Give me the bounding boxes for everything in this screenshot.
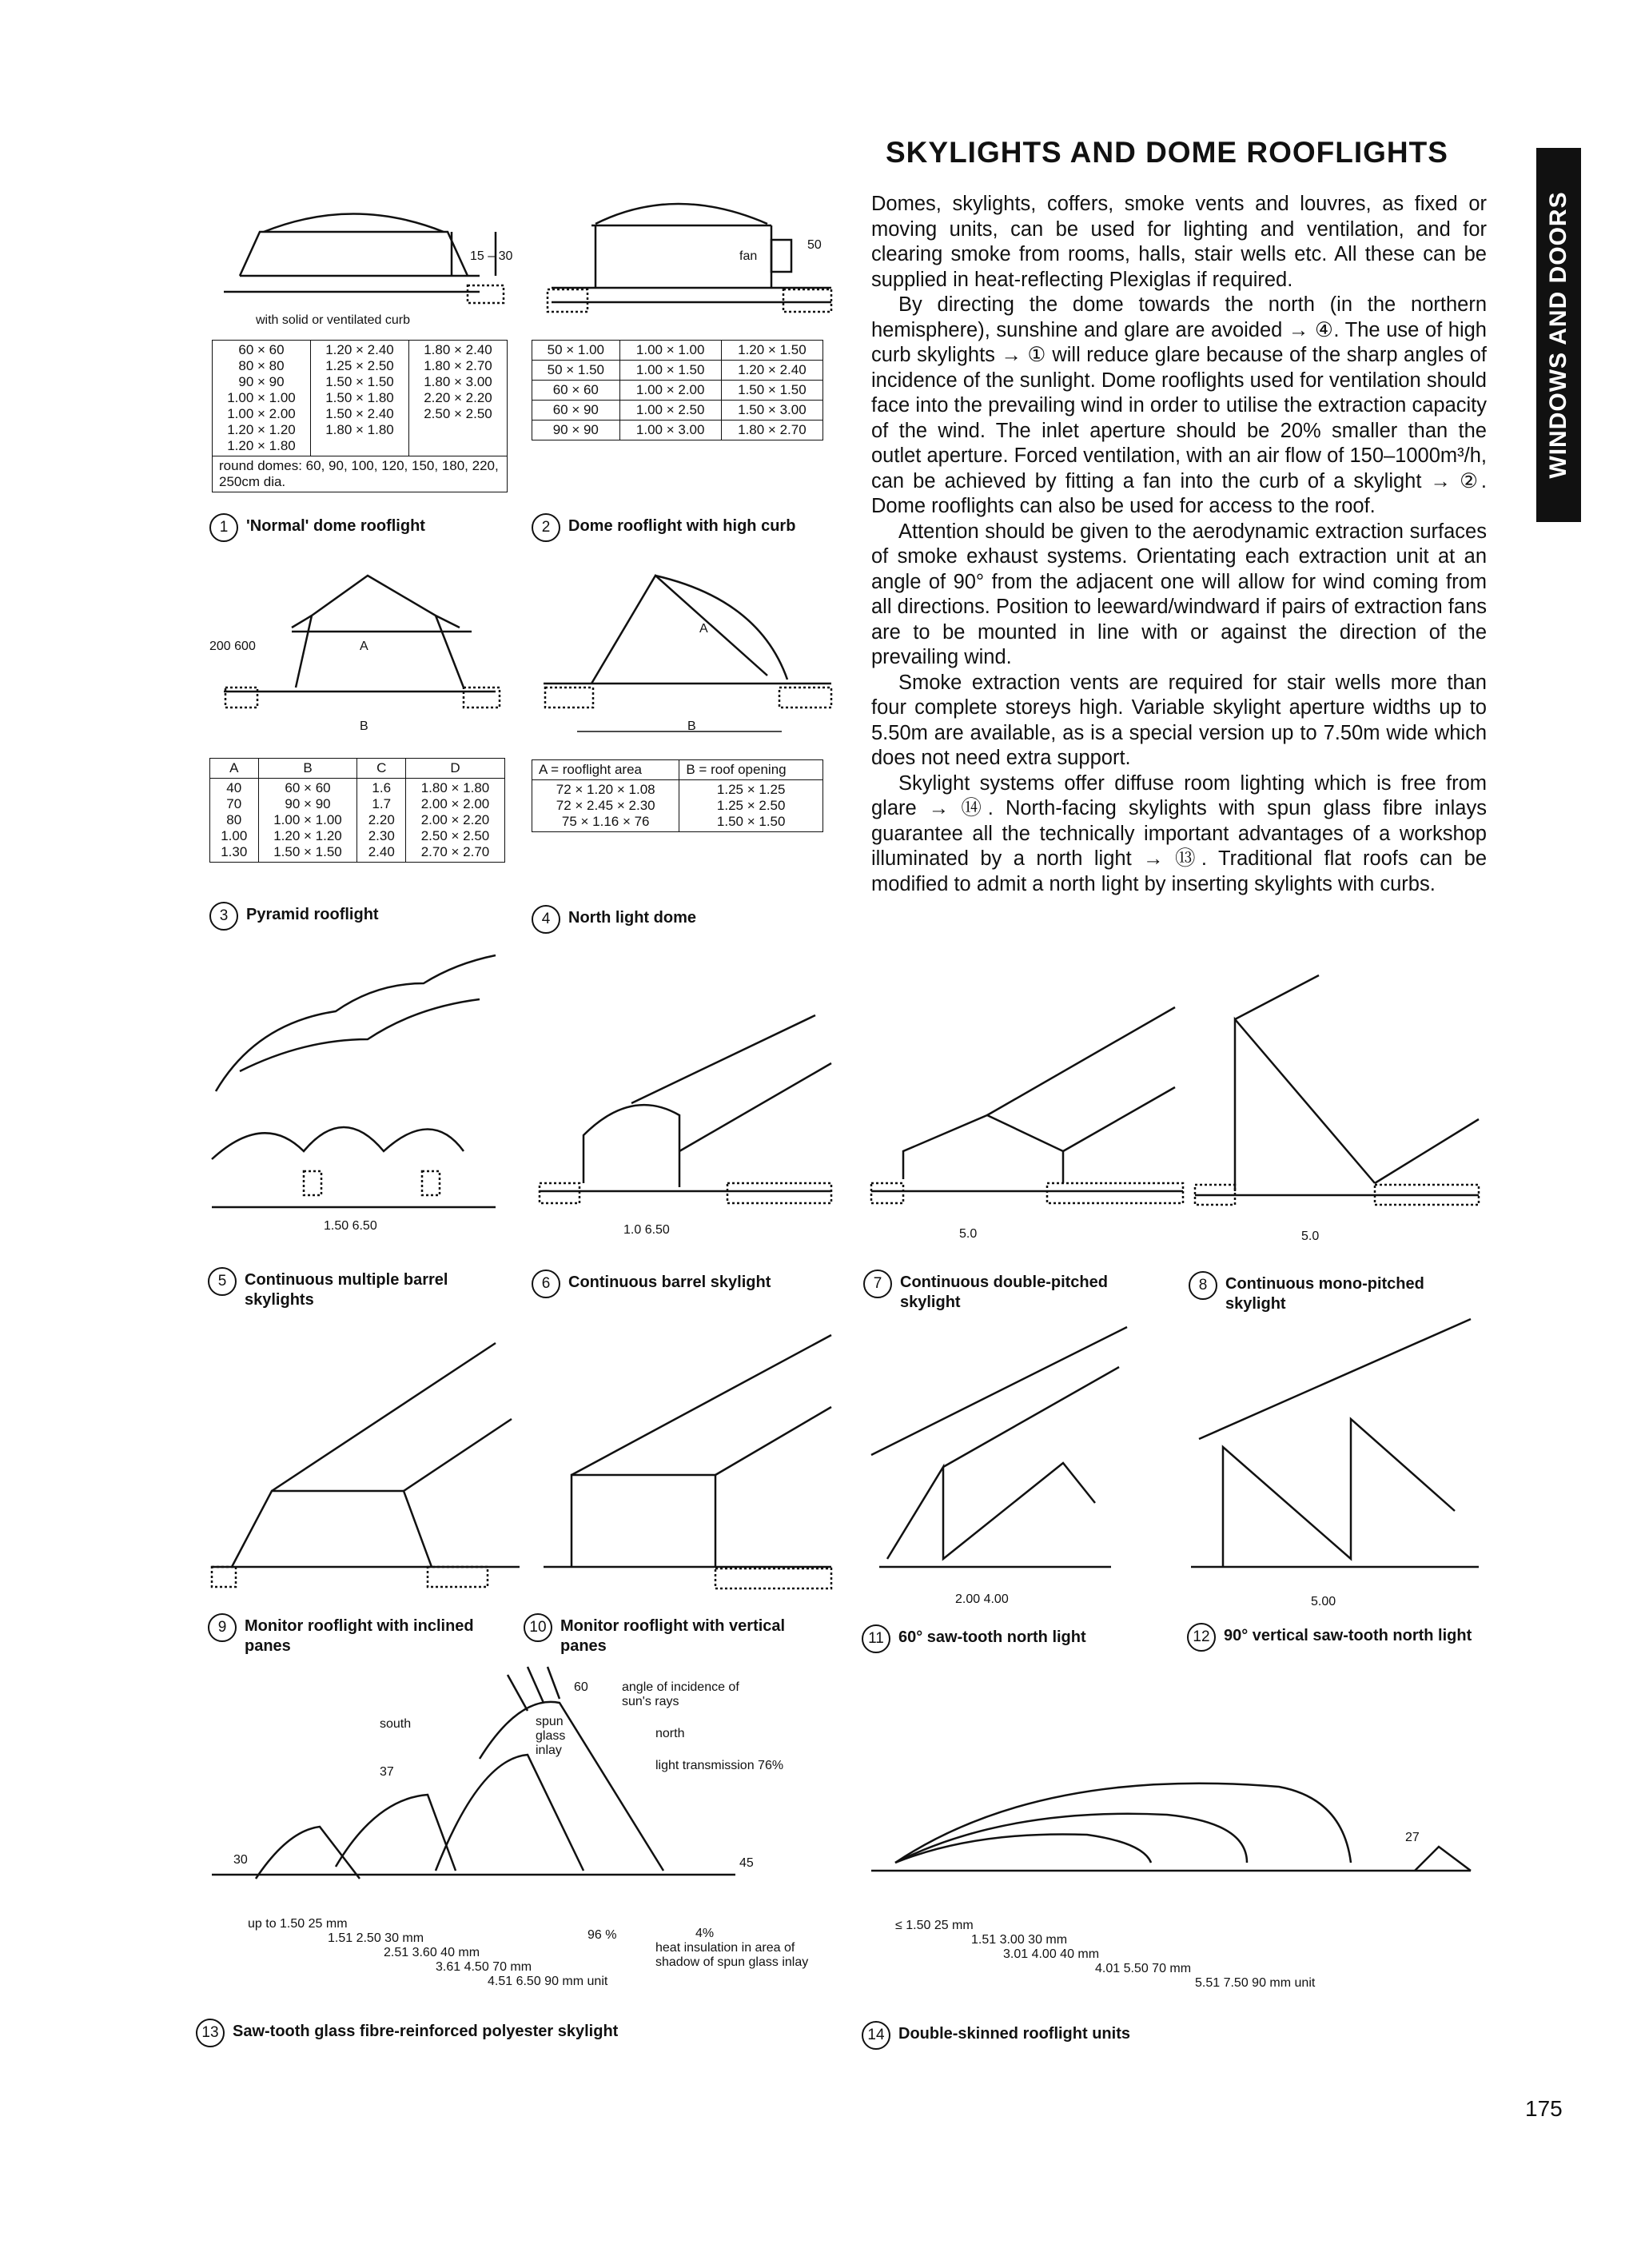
fig4-label-a: A xyxy=(699,622,708,636)
fig8-caption: 8 Continuous mono-pitched skylight xyxy=(1189,1271,1476,1314)
paragraph: By directing the dome towards the north (in the northern hemisphere), sunshine and glare are avoided → ④. The use of high curb skylights → ① will reduce glare because of the sharp angles of incidence of the sunlight. Dome rooflights used for ventilation should face into the prevailing wind in order to utilise the extraction capacity of the wind. The inlet aperture should be 20% smaller than the outlet aperture. Forced ventilation, with an air flow of 150–1000m³/h, can be achieved by fitting a fan into the curb of a skylight → ②. Dome rooflights can also be used for access to the roof. xyxy=(871,293,1487,517)
fig3-dims: 200 600 xyxy=(209,640,256,653)
fig13-pct96: 96 % xyxy=(587,1928,617,1942)
fig13-pct4: 4% xyxy=(695,1927,715,1940)
paragraph: Attention should be given to the aerodynamic extraction surfaces of smoke exhaust systems. Orientating each extraction unit at an angle of 90° from the adjacent one will allow for wind coming from all directions. Position to leeward/windward if pairs of extraction fans are to be mounted in line with or against the direction of the prevailing wind. xyxy=(871,520,1487,668)
fig13-a30: 30 xyxy=(233,1853,248,1867)
fig6-caption: 6 Continuous barrel skylight xyxy=(532,1270,819,1298)
fig13-north: north xyxy=(655,1727,685,1740)
fig13-caption: 13 Saw-tooth glass fibre-reinforced polyester skylight xyxy=(196,2019,618,2047)
paragraph: Domes, skylights, coffers, smoke vents and louvres, as fixed or moving units, can be used for lighting and ventilation, and for clearing smoke from rooms, halls, stair wells etc. All these can be supplied in heat-reflecting Plexiglas if required. xyxy=(871,193,1487,291)
fig13-heat: heat insulation in area of shadow of spun glass inlay xyxy=(655,1941,809,1969)
fig12-dim: 5.00 xyxy=(1311,1595,1336,1608)
fig11-drawing xyxy=(871,1327,1127,1567)
fig2-dim: 50 xyxy=(807,238,822,252)
fig2-caption: 2 Dome rooflight with high curb xyxy=(532,513,819,542)
fig13-angle60: 60 xyxy=(574,1680,588,1694)
fig1-caption: 1 'Normal' dome rooflight xyxy=(209,513,425,542)
fig3-label-a: A xyxy=(360,640,368,653)
fig1-dim: 15 – 30 xyxy=(470,249,513,263)
page-number: 175 xyxy=(1525,2096,1563,2121)
paragraph: Smoke extraction vents are required for stair wells more than four complete storeys high. Variable skylight aperture widths up to 5.50m are available, as is a special version up to 7.50m wide which does not need extra support. xyxy=(871,671,1487,769)
fig1-footer: round domes: 60, 90, 100, 120, 150, 180, 220, 250cm dia. xyxy=(213,456,508,492)
fig1-drawing xyxy=(224,214,504,304)
section-tab-label: WINDOWS AND DOORS xyxy=(1545,191,1571,479)
fig8-dim: 5.0 xyxy=(1301,1230,1320,1243)
fig2-drawing xyxy=(548,204,831,312)
fig11-caption: 11 60° saw-tooth north light xyxy=(862,1624,1165,1653)
fig12-caption: 12 90° vertical saw-tooth north light xyxy=(1187,1623,1491,1652)
fig3-label-b: B xyxy=(360,719,368,733)
fig9-caption: 9 Monitor rooflight with inclined panes xyxy=(208,1613,504,1656)
page-title: SKYLIGHTS AND DOME ROOFLIGHTS xyxy=(886,136,1448,169)
fig7-caption: 7 Continuous double-pitched skylight xyxy=(863,1270,1151,1313)
fig8-drawing xyxy=(1195,975,1479,1205)
fig13-spun: spun glass inlay xyxy=(536,1715,566,1757)
fig1-table: 60 × 60 80 × 80 90 × 90 1.00 × 1.00 1.00 × 2.00 1.20 × 1.20 1.20 × 1.80 1.20 × 2.40 1.25 × 2.50 1.50 × 1.50 1.50 × 1.80 1.50 × 2.40 1.80 × 1.80 1.80 × 2.40 1.80 × 2.70 1.80 × 3.00 2.20 × 2.20 2.50 × 2.50 round domes: 60, 90, 100, 120, 150, 180, 220, 250cm dia. xyxy=(212,340,508,492)
fig10-caption: 10 Monitor rooflight with vertical panes xyxy=(524,1613,827,1656)
fig12-drawing xyxy=(1191,1319,1479,1567)
fig5-drawing xyxy=(212,955,496,1207)
fig13-dims: up to 1.50 25 mm 1.51 2.50 30 mm 2.51 3.60 40 mm 3.61 4.50 70 mm 4.51 6.50 90 mm unit xyxy=(248,1917,608,1988)
fig14-dims: ≤ 1.50 25 mm 1.51 3.00 30 mm 3.01 4.00 40 mm 4.01 5.50 70 mm 5.51 7.50 90 mm unit xyxy=(895,1919,1316,1990)
fig6-dim: 1.0 6.50 xyxy=(623,1223,670,1237)
fig2-fan-label: fan xyxy=(739,249,758,263)
fig14-a27: 27 xyxy=(1405,1831,1420,1844)
fig7-drawing xyxy=(871,1007,1183,1203)
fig4-caption: 4 North light dome xyxy=(532,905,696,934)
fig13-a45: 45 xyxy=(739,1856,754,1870)
fig9-drawing xyxy=(212,1343,520,1587)
fig13-south: south xyxy=(380,1717,412,1731)
fig11-dim: 2.00 4.00 xyxy=(955,1592,1009,1606)
fig13-angle-note: angle of incidence of sun's rays xyxy=(622,1680,739,1708)
fig7-dim: 5.0 xyxy=(959,1227,978,1241)
fig4-drawing xyxy=(544,576,831,731)
fig5-caption: 5 Continuous multiple barrel skylights xyxy=(208,1267,496,1310)
paragraph: Skylight systems offer diffuse room lighting which is free from glare → ⑭. North-facing skylights with spun glass fibre inlays guarantee all the technically important advantages of a workshop illuminated by a north light → ⑬. Traditional flat roofs can be modified to admit a north light by inserting skylights with curbs. xyxy=(871,771,1487,895)
fig10-drawing xyxy=(544,1335,831,1588)
fig14-caption: 14 Double-skinned rooflight units xyxy=(862,2021,1130,2050)
fig5-dim: 1.50 6.50 xyxy=(324,1219,377,1233)
fig4-label-b: B xyxy=(687,719,696,733)
fig6-drawing xyxy=(540,1015,831,1203)
fig13-transmission: light transmission 76% xyxy=(655,1759,784,1772)
fig4-table: A = rooflight area B = roof opening 72 × 1.20 × 1.08 72 × 2.45 × 2.30 75 × 1.16 × 76 1.25 × 1.25 1.25 × 2.50 1.50 × 1.50 xyxy=(532,759,823,832)
fig3-table: A B C D 40 70 80 1.00 1.30 60 × 60 90 × 90 1.00 × 1.00 1.20 × 1.20 1.50 × 1.50 1.6 1.7 2.20 2.30 2.40 1.80 × 1.80 2.00 × 2.00 2.00 × 2.20 2.50 × 2.50 2.70 × 2.70 xyxy=(209,758,505,863)
fig3-caption: 3 Pyramid rooflight xyxy=(209,902,379,931)
fig13-a37: 37 xyxy=(380,1765,394,1779)
fig2-table: 50 × 1.00 1.00 × 1.00 1.20 × 1.50 50 × 1.50 1.00 × 1.50 1.20 × 2.40 60 × 60 1.00 × 2.00 1.50 × 1.50 60 × 90 1.00 × 2.50 1.50 × 3.00 90 × 90 1.00 × 3.00 1.80 × 2.70 xyxy=(532,340,823,440)
fig14-drawing xyxy=(871,1784,1471,1871)
fig1-note: with solid or ventilated curb xyxy=(256,313,410,327)
